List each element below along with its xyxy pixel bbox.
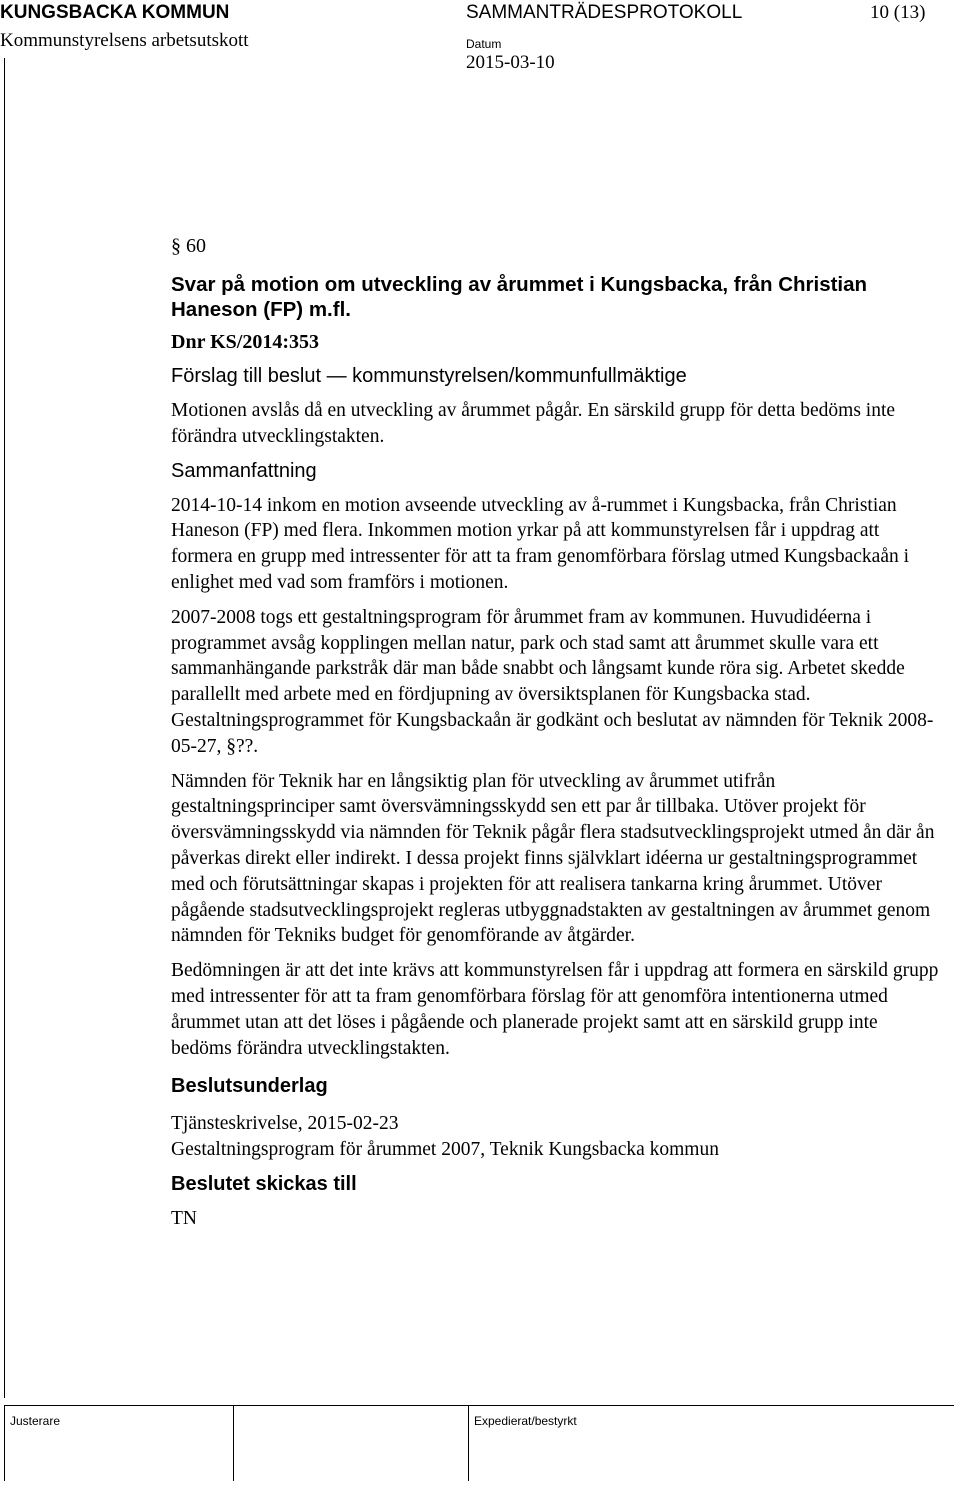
proposal-heading: Förslag till beslut — kommunstyrelsen/kommunfullmäktige (171, 365, 687, 387)
summary-paragraph: Nämnden för Teknik har en långsiktig plan för utveckling av årummet utifrån gestaltningsprinciper samt översvämningsskydd sen ett par år tillbaka. Utöver projekt för översvämningsskydd via nämnden för Teknik pågår flera stadsutvecklingsprojekt utmed ån där ån påverkas direkt eller indirekt. I dessa projekt finns självklart idéerna ur gestaltningsprogrammet med och förutsättningar skapas i projekten för att realisera tankarna kring årummet. Utöver pågående stadsutvecklingsprojekt regleras utbyggnadstakten av gestaltningen av årummet genom nämnden för Tekniks budget för genomförande av åtgärder. (171, 770, 935, 947)
justerare-box (233, 1406, 234, 1481)
basis-item: Tjänsteskrivelse, 2015-02-23 (171, 1113, 399, 1135)
date-label: Datum (466, 37, 502, 51)
section-number: § 60 (171, 235, 206, 257)
page-number: 10 (13) (870, 2, 926, 23)
basis-heading: Beslutsunderlag (171, 1075, 328, 1098)
case-number: Dnr KS/2014:353 (171, 331, 319, 353)
left-margin-rule (4, 58, 5, 1398)
proposal-text: Motionen avslås då en utveckling av årummet pågår. En särskild grupp för detta bedöms inte förändra utvecklingstakten. (171, 400, 896, 447)
document-type: SAMMANTRÄDESPROTOKOLL (466, 2, 743, 23)
recipient: TN (171, 1207, 197, 1229)
justerare-label: Justerare (10, 1414, 61, 1428)
summary-paragraph: 2014-10-14 inkom en motion avseende utveckling av å-rummet i Kungsbacka, från Christian Haneson (FP) med flera. Inkommen motion yrkar på att kommunstyrelsen får i uppdrag att formera en grupp med intressenter för att ta fram genomförbara förslag utmed Kungsbackaån i enlighet med vad som framförs i motionen. (171, 494, 910, 593)
organization-name: KUNGSBACKA KOMMUN (0, 2, 230, 23)
expedierat-box (468, 1406, 469, 1481)
expedierat-label: Expedierat/bestyrkt (474, 1414, 577, 1428)
basis-item: Gestaltningsprogram för årummet 2007, Teknik Kungsbacka kommun (171, 1139, 719, 1161)
summary-heading: Sammanfattning (171, 459, 317, 482)
signature-footer (4, 1405, 954, 1481)
sent-to-heading: Beslutet skickas till (171, 1172, 357, 1195)
item-title: Svar på motion om utveckling av årummet i Kungsbacka, från Christian Haneson (FP) m.fl. (171, 273, 868, 321)
meeting-date: 2015-03-10 (466, 52, 555, 73)
summary-paragraph: 2007-2008 togs ett gestaltningsprogram för årummet fram av kommunen. Huvudidéerna i programmet avsåg kopplingen mellan natur, park och stad samt att årummet skulle vara ett sammanhängande parkstråk där man både snabbt och långsamt kunde röra sig. Arbetet skedde parallellt med arbete med en fördjupning av översiktsplanen för Kungsbacka stad. Gestaltningsprogrammet för Kungsbackaån är godkänt och beslutat av nämnden för Teknik 2008-05-27, §??. (171, 606, 934, 757)
summary-paragraph: Bedömningen är att det inte krävs att kommunstyrelsen får i uppdrag att formera en särskild grupp med intressenter för att ta fram genomförbara förslag för att genomföra intentionerna utmed årummet utan att det löses i pågående och planerade projekt samt att en särskild grupp inte bedöms förändra utvecklingstakten. (171, 960, 939, 1059)
protocol-item (171, 232, 941, 1232)
committee-name: Kommunstyrelsens arbetsutskott (0, 30, 249, 51)
